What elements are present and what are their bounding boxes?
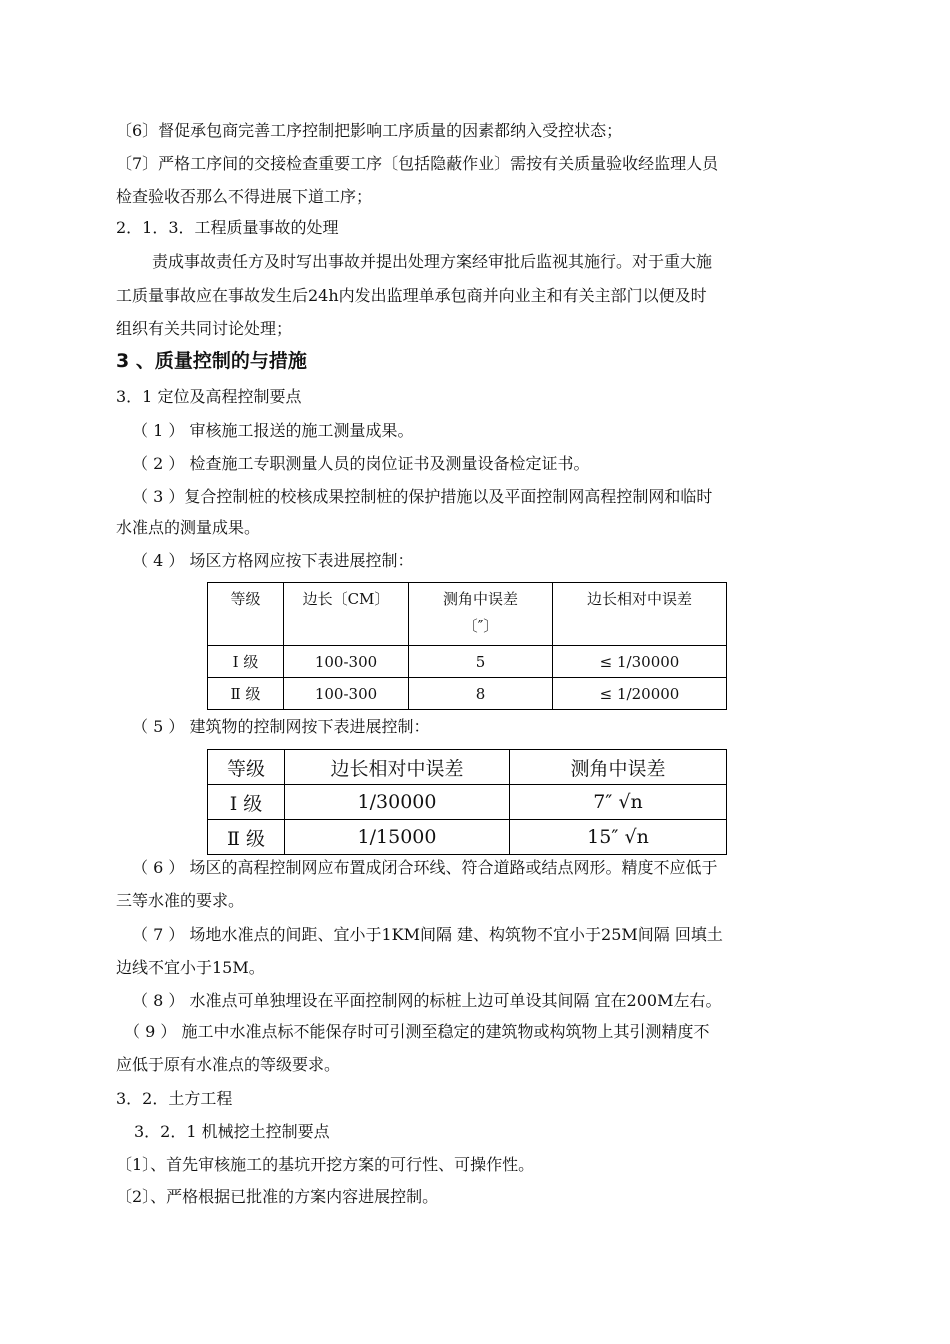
t1-r1-grade: Ⅰ 级 [208, 646, 284, 678]
item-4: （ 4 ） 场区方格网应按下表进展控制： [132, 551, 414, 570]
building-control-table [207, 749, 727, 855]
section-3-2-1-title: 3．2．1 机械挖土控制要点 [134, 1122, 330, 1141]
t1-header-side: 边长〔CM〕 [284, 583, 409, 646]
t1-header-grade: 等级 [208, 583, 284, 646]
t1-r2-angle: 8 [409, 678, 553, 710]
item-8: （ 8 ） 水准点可单独埋设在平面控制网的标桩上边可单设其间隔 宜在200M左右。 [132, 991, 722, 1010]
t1-r1-angle: 5 [409, 646, 553, 678]
line-5: 责成事故责任方及时写出事故并提出处理方案经审批后监视其施行。对于重大施 [152, 252, 713, 271]
t2-header-grade: 等级 [208, 750, 285, 785]
t1-header-angle [409, 583, 553, 646]
item-2: （ 2 ） 检查施工专职测量人员的岗位证书及测量设备检定证书。 [132, 454, 590, 473]
line-3: 检查验收否那么不得进展下道工序； [116, 187, 373, 206]
line-2: 〔7〕严格工序间的交接检查重要工序〔包括隐蔽作业〕需按有关质量验收经监理人员 [116, 154, 719, 173]
item-3: （ 3 ）复合控制桩的校核成果控制桩的保护措施以及平面控制网高程控制网和临时 [132, 487, 713, 506]
t1-r1-relative: ≤ 1/30000 [553, 646, 727, 678]
item-7-cont: 边线不宜小于15M。 [116, 958, 265, 977]
section-3-heading: 3 、质量控制的与措施 [116, 350, 307, 372]
t2-r2-grade: Ⅱ 级 [208, 820, 285, 855]
t2-r1-relative: 1/30000 [285, 785, 510, 820]
t1-header-relative: 边长相对中误差 [553, 583, 727, 646]
item-5: （ 5 ） 建筑物的控制网按下表进展控制： [132, 717, 430, 736]
item-7: （ 7 ） 场地水准点的间距、宜小于1KM间隔 建、构筑物不宜小于25M间隔 回填土 [132, 925, 723, 944]
t1-r1-side: 100-300 [284, 646, 409, 678]
point-2: 〔2〕、严格根据已批准的方案内容进展控制。 [116, 1187, 439, 1206]
item-9-cont: 应低于原有水准点的等级要求。 [116, 1055, 341, 1074]
t1-r2-side: 100-300 [284, 678, 409, 710]
item-6-cont: 三等水准的要求。 [116, 891, 245, 910]
t2-r1-angle: 7″ √n [510, 785, 727, 820]
item-3-cont: 水准点的测量成果。 [116, 518, 261, 537]
t1-header-angle-main: 测角中误差 [442, 590, 518, 608]
item-1: （ 1 ） 审核施工报送的施工测量成果。 [132, 421, 414, 440]
grid-control-table [207, 582, 727, 710]
point-1: 〔1〕、首先审核施工的基坑开挖方案的可行性、可操作性。 [116, 1155, 535, 1174]
line-6: 工质量事故应在事故发生后24h内发出监理单承包商并向业主和有关主部门以便及时 [116, 286, 707, 305]
t1-r2-grade: Ⅱ 级 [208, 678, 284, 710]
t1-header-angle-unit: 〔″〕 [462, 617, 499, 635]
section-3-2-title: 3．2．土方工程 [116, 1089, 233, 1108]
t1-r2-relative: ≤ 1/20000 [553, 678, 727, 710]
t2-r1-grade: Ⅰ 级 [208, 785, 285, 820]
t2-r2-angle: 15″ √n [510, 820, 727, 855]
line-7: 组织有关共同讨论处理； [116, 319, 293, 338]
item-9: （ 9 ） 施工中水准点标不能保存时可引测至稳定的建筑物或构筑物上其引测精度不 [124, 1022, 710, 1041]
item-6: （ 6 ） 场区的高程控制网应布置成闭合环线、符合道路或结点网形。精度不应低于 [132, 858, 718, 877]
t2-r2-relative: 1/15000 [285, 820, 510, 855]
line-1: 〔6〕督促承包商完善工序控制把影响工序质量的因素都纳入受控状态； [116, 121, 623, 140]
section-2-1-3-title: 2．1．3．工程质量事故的处理 [116, 218, 339, 237]
t2-header-relative: 边长相对中误差 [285, 750, 510, 785]
section-3-1-title: 3．1 定位及高程控制要点 [116, 387, 302, 406]
t2-header-angle: 测角中误差 [510, 750, 727, 785]
